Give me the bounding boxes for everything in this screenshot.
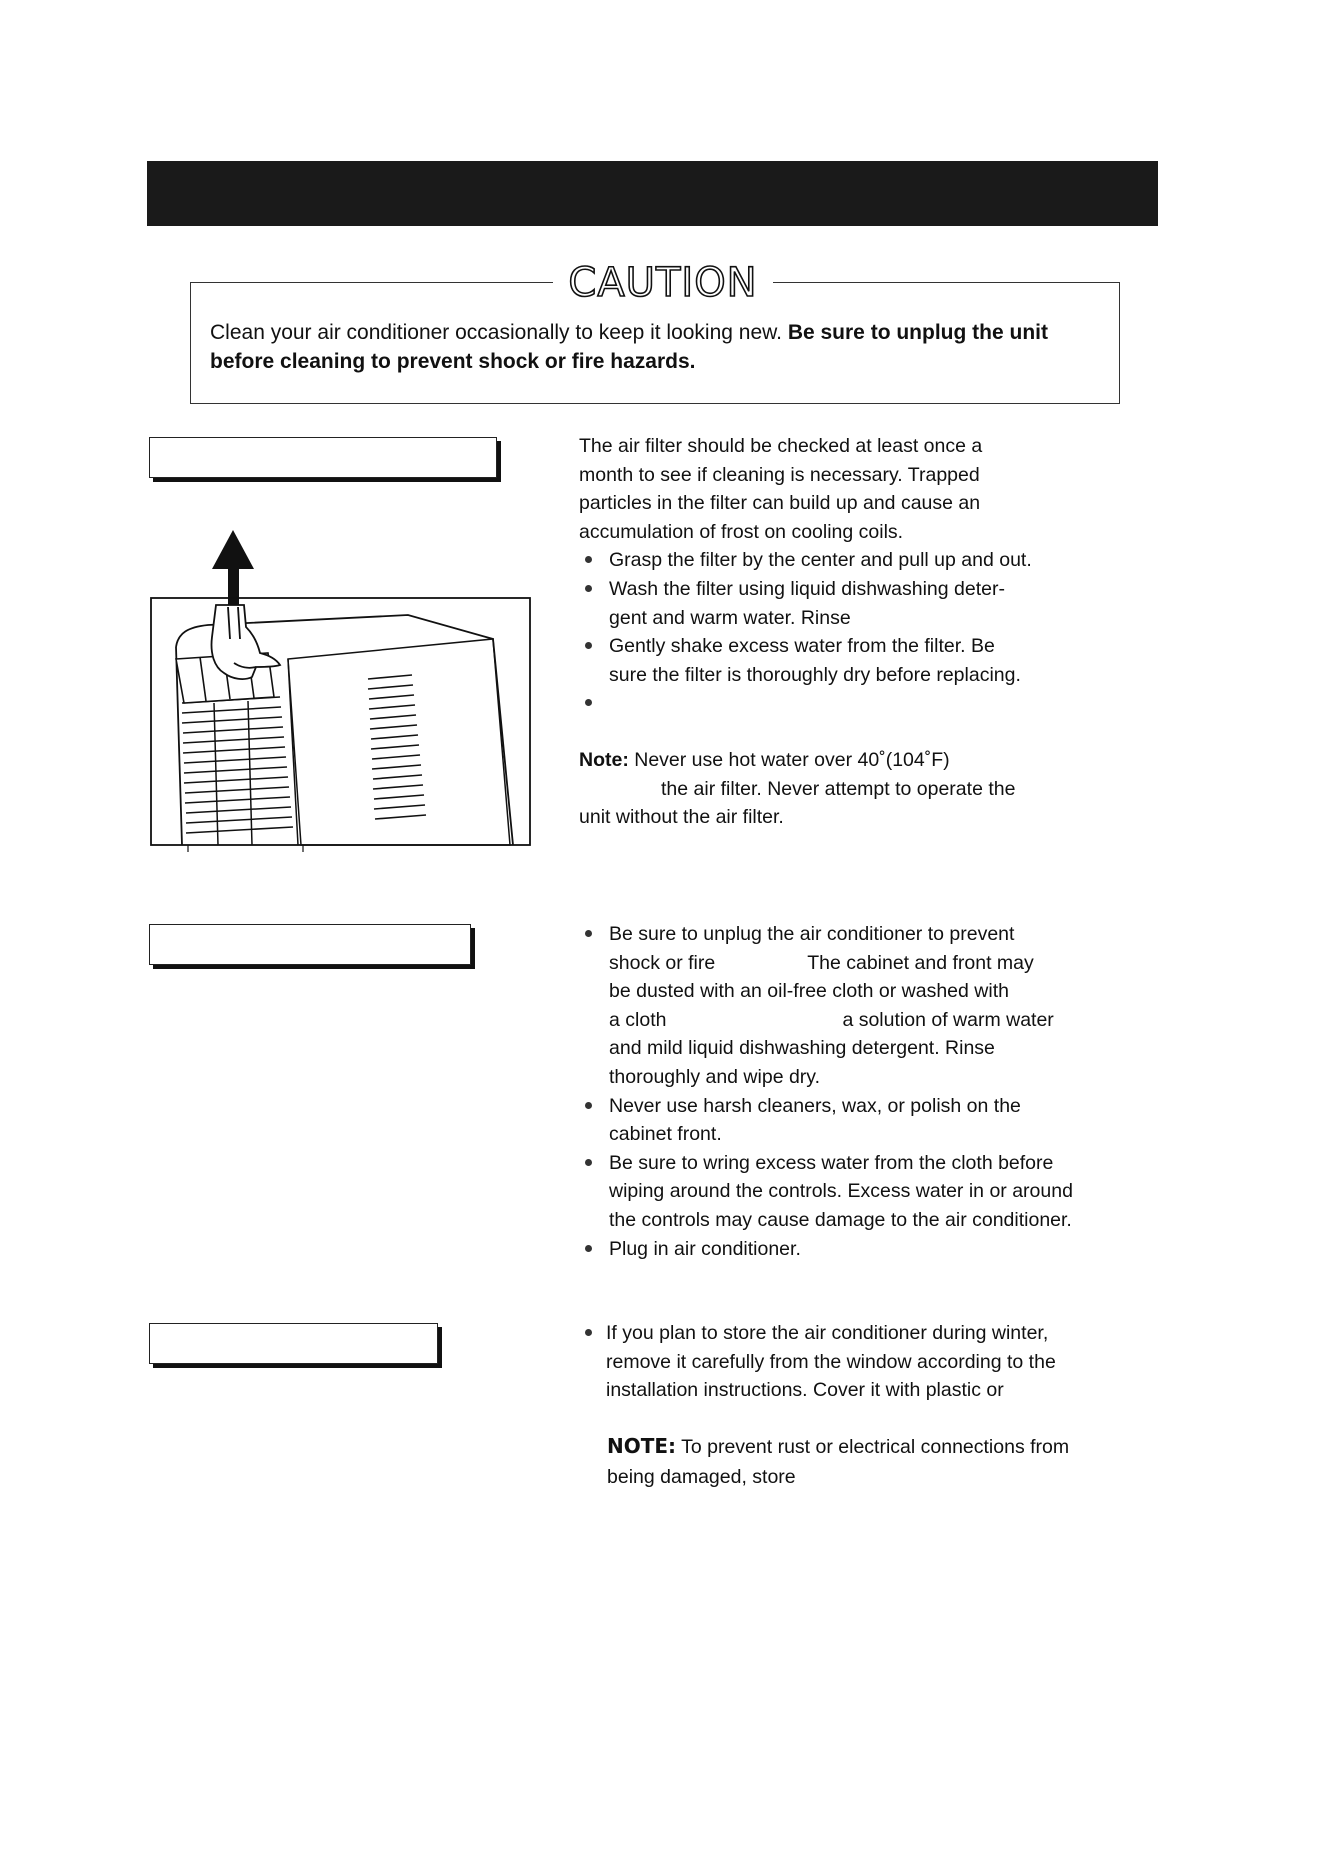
- air-filter-step-3: [579, 632, 1139, 689]
- air-filter-section: [579, 432, 1139, 832]
- air-filter-step-3-line-2: sure the filter is thoroughly dry before replacing.: [609, 663, 1021, 686]
- cabinet-step-3: [579, 1149, 1139, 1235]
- air-filter-step-1: Grasp the filter by the center and pull up and out.: [579, 546, 1139, 575]
- cabinet-step-4: Plug in air conditioner.: [579, 1235, 1139, 1264]
- caution-text-bold-1: Be sure to unplug the unit: [787, 321, 1048, 344]
- winter-step-1-line-2: remove it carefully from the window according to the: [606, 1350, 1056, 1373]
- air-filter-intro-4: accumulation of frost on cooling coils.: [579, 520, 904, 543]
- caution-title: CAUTION: [553, 258, 773, 308]
- air-filter-step-2-line-1: Wash the filter using liquid dishwashing deter-: [609, 577, 1005, 600]
- section-header-bar: [147, 161, 1158, 226]
- cabinet-step-1-line-2a: shock or fire: [609, 951, 716, 974]
- winter-note-line-2: being damaged, store: [607, 1465, 796, 1488]
- cabinet-step-1-line-1: Be sure to unplug the air conditioner to prevent: [609, 923, 1015, 945]
- cabinet-section: [579, 920, 1139, 1263]
- air-filter-step-3-line-1: Gently shake excess water from the filter. Be: [609, 635, 995, 658]
- air-filter-heading-box: [149, 437, 497, 478]
- cabinet-step-1-line-3: be dusted with an oil-free cloth or washed with: [609, 980, 1009, 1003]
- air-filter-note-line-2-wrap: [579, 775, 1139, 804]
- cabinet-step-1-line-4a: a cloth: [609, 1008, 667, 1031]
- winter-step-1-line-1: If you plan to store the air conditioner during winter,: [606, 1322, 1049, 1344]
- air-filter-intro-1: The air filter should be checked at least once a: [579, 435, 983, 457]
- cabinet-heading-box: [149, 924, 471, 965]
- cabinet-step-1-line-6: thoroughly and wipe dry.: [609, 1065, 821, 1088]
- winter-step-1: [579, 1319, 1139, 1405]
- air-filter-step-2: [579, 575, 1139, 632]
- winter-storage-section: [579, 1319, 1139, 1492]
- air-filter-note-line-2: the air filter. Never attempt to operate the: [661, 777, 1016, 800]
- caution-text-plain: Clean your air conditioner occasionally to keep it looking new.: [210, 321, 788, 344]
- filter-removal-illustration: [148, 527, 534, 852]
- cabinet-step-1-line-5: and mild liquid dishwashing detergent. Rinse: [609, 1037, 995, 1060]
- cabinet-step-2-line-1: Never use harsh cleaners, wax, or polish on the: [609, 1094, 1021, 1117]
- winter-note-label: NOTE:: [607, 1433, 677, 1458]
- air-filter-note-line-3: unit without the air filter.: [579, 806, 784, 829]
- side-louvers: [368, 675, 426, 819]
- air-filter-intro-3: particles in the filter can build up and cause an: [579, 492, 981, 515]
- caution-text-bold-2: before cleaning to prevent shock or fire hazards.: [210, 350, 696, 373]
- caution-text: [210, 318, 1110, 376]
- cabinet-step-1-line-2b: The cabinet and front may: [807, 951, 1034, 974]
- air-filter-intro-2: month to see if cleaning is necessary. Trapped: [579, 463, 980, 486]
- air-filter-step-4: [579, 689, 1139, 718]
- winter-note-line-1: To prevent rust or electrical connections from: [676, 1435, 1070, 1458]
- cabinet-step-3-line-2: wiping around the controls. Excess water in or around: [609, 1180, 1073, 1203]
- cabinet-step-2-line-2: cabinet front.: [609, 1123, 722, 1146]
- air-filter-step-2-line-2: gent and warm water. Rinse: [609, 606, 851, 629]
- air-filter-note-line-1: Never use hot water over 40˚(104˚F): [628, 748, 950, 771]
- air-filter-note-label: Note:: [579, 748, 629, 771]
- cabinet-step-2: [579, 1092, 1139, 1149]
- cabinet-step-3-line-1: Be sure to wring excess water from the cloth before: [609, 1151, 1054, 1174]
- winter-storage-heading-box: [149, 1323, 438, 1364]
- winter-note: [579, 1431, 1139, 1492]
- winter-step-1-line-3: installation instructions. Cover it with plastic or: [606, 1379, 1004, 1402]
- front-grille: [182, 697, 293, 845]
- cabinet-step-1: [579, 920, 1139, 1092]
- air-filter-note: [579, 746, 1139, 775]
- up-arrow-icon: [212, 530, 254, 569]
- cabinet-step-1-line-4b: a solution of warm water: [842, 1008, 1054, 1031]
- cabinet-step-3-line-3: the controls may cause damage to the air conditioner.: [609, 1208, 1072, 1231]
